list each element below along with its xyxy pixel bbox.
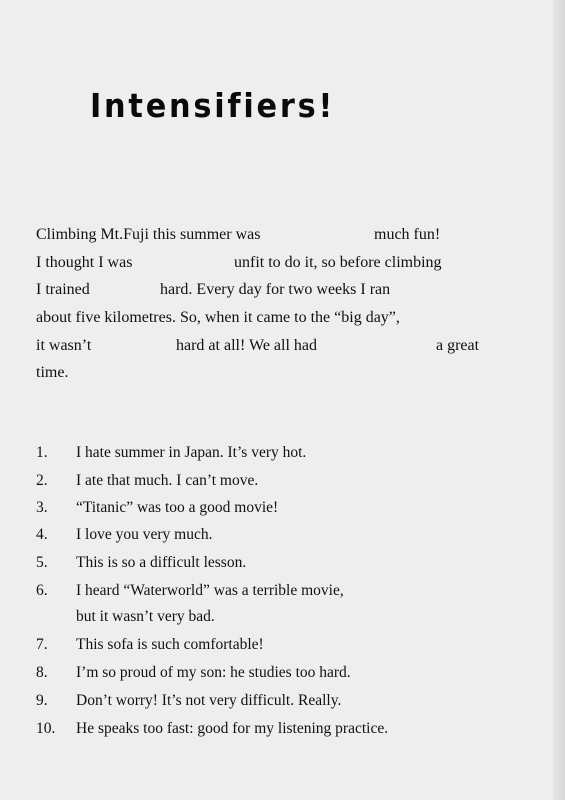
item-number: 2. (36, 472, 48, 489)
item-text: I ate that much. I can’t move. (76, 472, 259, 489)
item-text: I’m so proud of my son: he studies too hard. (76, 664, 351, 681)
passage-line-5b: hard at all! We all had (176, 337, 318, 354)
item-number: 3. (36, 499, 48, 516)
passage-line-5a: it wasn’t (36, 337, 92, 354)
passage-line-2a: I thought I was (36, 254, 133, 271)
passage-line-2b: unfit to do it, so before climbing (234, 254, 442, 271)
item-number: 8. (36, 664, 48, 681)
item-text: I hate summer in Japan. It’s very hot. (76, 444, 307, 461)
item-text: “Titanic” was too a good movie! (76, 499, 279, 516)
passage-line-3b: hard. Every day for two weeks I ran (160, 281, 391, 298)
passage-line-3a: I trained (36, 281, 90, 298)
item-number: 7. (36, 636, 48, 653)
passage-line-6: time. (36, 364, 69, 381)
item-text: He speaks too fast: good for my listening practice. (76, 720, 389, 737)
item-text: Don’t worry! It’s not very difficult. Really. (76, 692, 342, 709)
item-number: 5. (36, 554, 48, 571)
item-number: 10. (36, 720, 56, 737)
passage-line-1b: much fun! (374, 226, 441, 243)
passage-line-1a: Climbing Mt.Fuji this summer was (36, 226, 261, 243)
passage-line-5c: a great (436, 337, 480, 354)
item-text: I love you very much. (76, 526, 213, 543)
item-text: This sofa is such comfortable! (76, 636, 264, 653)
item-text: This is so a difficult lesson. (76, 554, 247, 571)
item-text-continuation: but it wasn’t very bad. (76, 608, 215, 625)
page-edge (553, 0, 565, 800)
worksheet-title: Intensifiers! (90, 86, 336, 125)
item-number: 4. (36, 526, 48, 543)
item-number: 6. (36, 582, 48, 599)
passage-line-4: about five kilometres. So, when it came to the “big day”, (36, 309, 400, 326)
item-number: 9. (36, 692, 48, 709)
item-number: 1. (36, 444, 48, 461)
item-text: I heard “Waterworld” was a terrible movie, (76, 582, 344, 599)
